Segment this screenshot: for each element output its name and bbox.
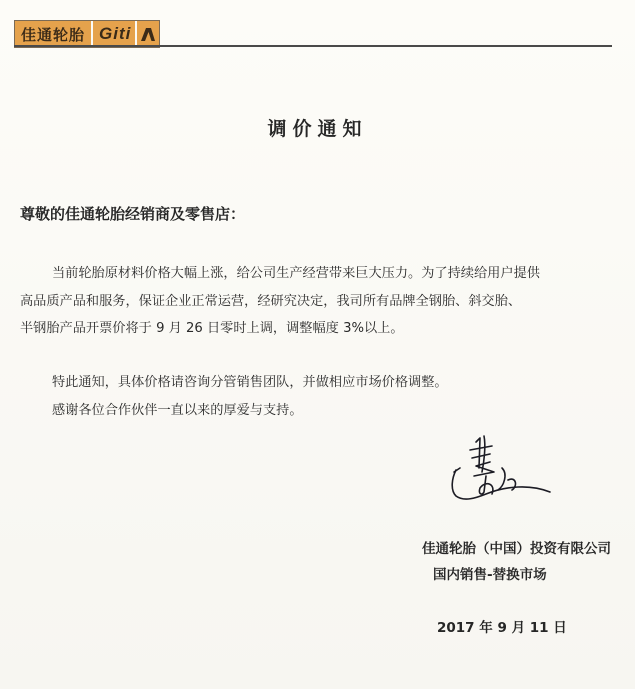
department-name: 国内销售-替换市场 [433,567,547,583]
paragraph-main-line-1: 当前轮胎原材料价格大幅上涨，给公司生产经营带来巨大压力。为了持续给用户提供 [52,266,540,281]
logo-chinese-name: 佳通轮胎 [15,21,91,47]
salutation: 尊敬的佳通轮胎经销商及零售店： [20,205,246,223]
header-divider [14,45,612,47]
organization-name: 佳通轮胎（中国）投资有限公司 [422,541,611,557]
paragraph-main [20,260,620,343]
notice-title: 调价通知 [267,118,368,140]
handwritten-signature [446,432,558,510]
logo-mark-icon [135,21,159,47]
paragraph-main-line-3: 半钢胎产品开票价将于 9 月 26 日零时上调，调整幅度 3%以上。 [20,321,404,336]
logo-english-name: Giti [91,21,135,47]
paragraph-main-line-2: 高品质产品和服务，保证企业正常运营，经研究决定，我司所有品牌全钢胎、斜交胎、 [20,293,522,309]
paragraph-thanks: 感谢各位合作伙伴一直以来的厚爱与支持。 [52,403,303,418]
issue-date: 2017 年 9 月 11 日 [437,620,567,636]
company-logo [14,20,160,48]
paragraph-notice: 特此通知，具体价格请咨询分管销售团队，并做相应市场价格调整。 [52,375,448,390]
